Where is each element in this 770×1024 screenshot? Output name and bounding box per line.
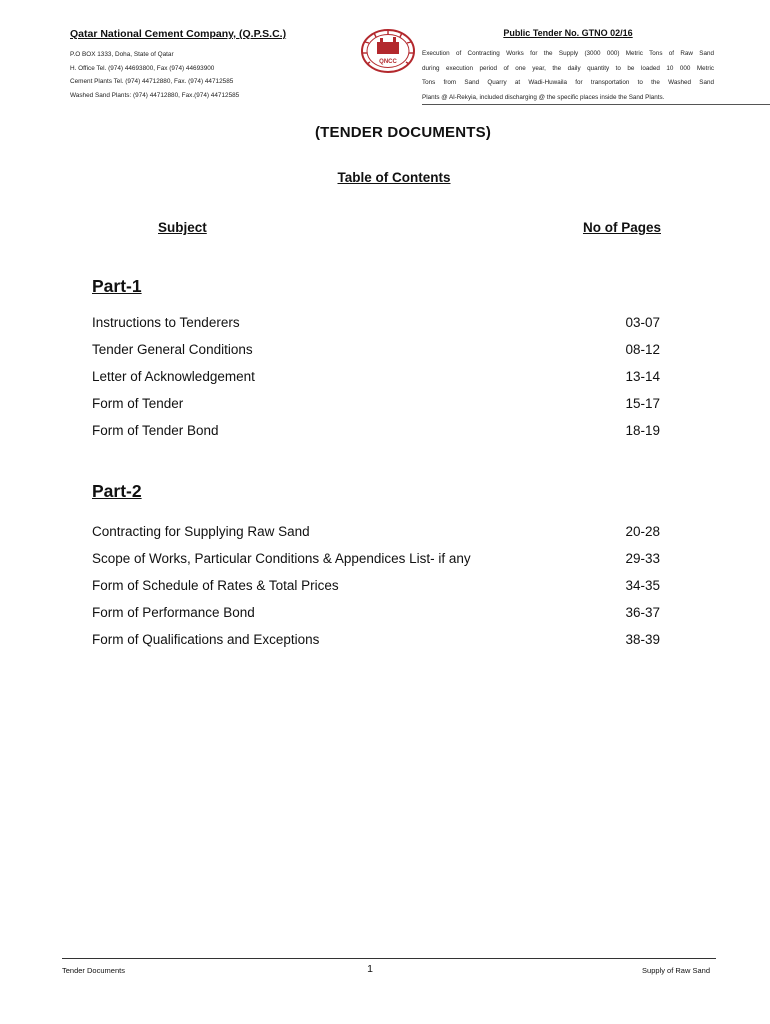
toc-entry-pages: 15-17 <box>625 396 660 411</box>
part-2-title: Part-2 <box>92 481 142 501</box>
footer-divider <box>62 958 716 959</box>
toc-entry <box>92 342 660 362</box>
toc-entry <box>92 605 660 625</box>
header-divider <box>422 104 770 105</box>
execution-line: during execution period of one year, the daily quantity to be loaded 10 000 Metric <box>422 64 714 72</box>
address-line: Washed Sand Plants: (974) 44712880, Fax.(974) 44712585 <box>70 91 240 99</box>
company-header <box>70 28 350 102</box>
toc-entry-subject: Tender General Conditions <box>92 342 253 357</box>
toc-entry-pages: 29-33 <box>625 551 660 566</box>
execution-line: Tons from Sand Quarry at Wadi-Huwaila for transportation to the Washed Sand <box>422 79 714 87</box>
toc-entry-subject: Form of Tender <box>92 396 184 411</box>
toc-entry-pages: 18-19 <box>625 423 660 438</box>
toc-entry-subject: Form of Qualifications and Exceptions <box>92 632 320 647</box>
toc-entry-subject: Form of Tender Bond <box>92 423 219 438</box>
toc-entry-subject: Form of Schedule of Rates & Total Prices <box>92 578 339 593</box>
toc-title: Table of Contents <box>337 170 451 185</box>
document-title: (TENDER DOCUMENTS) <box>314 124 492 141</box>
footer-subject: Supply of Raw Sand <box>642 966 710 975</box>
toc-entry-pages: 38-39 <box>625 632 660 647</box>
toc-entry-pages: 13-14 <box>625 369 660 384</box>
tender-header <box>422 28 714 106</box>
toc-entry-pages: 03-07 <box>625 315 660 330</box>
company-logo <box>360 28 416 74</box>
toc-entry <box>92 315 660 335</box>
toc-entry-subject: Form of Performance Bond <box>92 605 255 620</box>
address-line: P.O BOX 1333, Doha, State of Qatar <box>70 51 174 58</box>
toc-entry <box>92 423 660 443</box>
subject-column-header: Subject <box>158 220 207 235</box>
toc-entry-subject: Instructions to Tenderers <box>92 315 240 330</box>
toc-entry-subject: Scope of Works, Particular Conditions & Appendices List- if any <box>92 551 471 566</box>
toc-entry-pages: 08-12 <box>625 342 660 357</box>
toc-entry <box>92 551 660 571</box>
page-number: 1 <box>367 963 373 975</box>
toc-entry-pages: 34-35 <box>625 578 660 593</box>
toc-entry <box>92 524 660 544</box>
toc-entry-subject: Contracting for Supplying Raw Sand <box>92 524 310 539</box>
toc-entry <box>92 369 660 389</box>
part-1-title: Part-1 <box>92 276 142 296</box>
toc-entry-pages: 20-28 <box>625 524 660 539</box>
execution-line: Plants @ Al-Rekyia, included discharging @ the specific places inside the Sand Plants. <box>422 94 665 102</box>
toc-entry-pages: 36-37 <box>625 605 660 620</box>
toc-entry <box>92 632 660 652</box>
toc-entry-subject: Letter of Acknowledgement <box>92 369 255 384</box>
company-name: Qatar National Cement Company, (Q.P.S.C.) <box>70 28 287 40</box>
pages-column-header: No of Pages <box>582 220 661 235</box>
toc-entry <box>92 578 660 598</box>
tender-number: Public Tender No. GTNO 02/16 <box>503 28 633 38</box>
address-line: Cement Plants Tel. (974) 44712880, Fax. (974) 44712585 <box>70 78 234 86</box>
footer-document-name: Tender Documents <box>62 966 125 975</box>
qncc-logo-icon <box>360 28 416 74</box>
logo-text: QNCC <box>379 59 397 65</box>
execution-line: Execution of Contracting Works for the Supply (3000 000) Metric Tons of Raw Sand <box>422 50 714 57</box>
toc-entry <box>92 396 660 416</box>
address-line: H. Office Tel. (974) 44693800, Fax (974) 44693900 <box>70 64 215 72</box>
